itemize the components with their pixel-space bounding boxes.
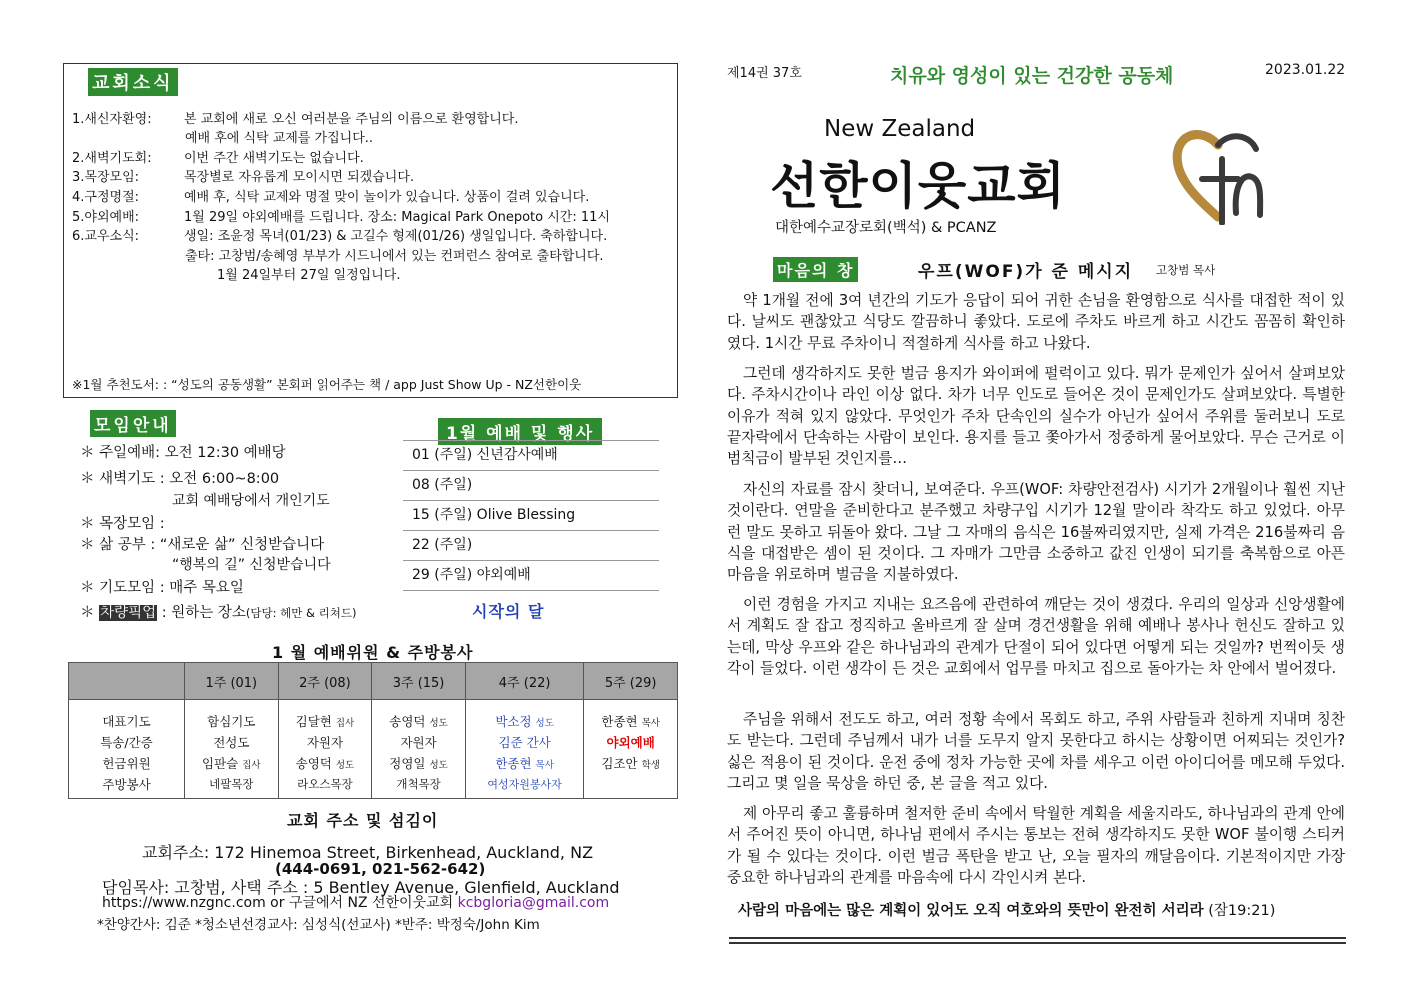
church-website-link[interactable]: https://www.nzgnc.com or 구글에서 NZ 선한이웃교회 [102, 895, 454, 911]
column-title: 우프(WOF)가 준 메시지 [918, 262, 1134, 282]
meeting-row-cell: ＊ 목장모임 : [80, 516, 165, 532]
duty-table [68, 662, 678, 799]
church-logo [1172, 125, 1267, 229]
church-staff: *찬양간사: 김준 *청소년선경교사: 심성식(선교사) *반주: 박정숙/John Kim [97, 917, 540, 933]
recommended-book: ※1월 추천도서: : “성도의 공동생활” 본회퍼 읽어주는 책 / app Just Show Up - NZ선한이웃 [72, 377, 582, 392]
news-item-6-line-2: 출타: 고창범/송혜영 부부가 시드니에서 있는 컨퍼런스 참여로 출타합니다. [185, 249, 604, 264]
duty-row: 헌금위원 임판슬 집사 송영덕 성도 정영일 성도 한종현 목사 김조안 학생 [69, 752, 678, 773]
news-item-6: 6.교우소식: 생일: 조윤정 목녀(01/23) & 고길수 형제(01/26) 생일입니다. 축하합니다. [72, 229, 608, 244]
meeting-row-study-sub: “행복의 길” 신청받습니다 [172, 557, 331, 573]
event-item: 15 (주일) Olive Blessing [403, 500, 659, 530]
duty-title: 1 월 예배위원 & 주방봉사 [272, 643, 474, 662]
meeting-row-dawn-sub: 교회 예배당에서 개인기도 [172, 493, 330, 509]
church-slogan: 치유와 영성이 있는 건강한 공동체 [890, 65, 1174, 87]
footer-double-rule [729, 937, 1346, 944]
heart-cross-logo-icon [1172, 125, 1267, 225]
column-author: 고창범 목사 [1156, 263, 1216, 277]
news-item-5: 5.야외예배: 1월 29일 야외예배를 드립니다. 장소: Magical Park Onepoto 시간: 11시 [72, 210, 610, 225]
church-name: 선한이웃교회 [770, 157, 1066, 215]
church-email-link[interactable]: kcbgloria@gmail.com [457, 895, 610, 911]
column-paragraph: 약 1개월 전에 3여 년간의 기도가 응답이 되어 귀한 손님을 환영함으로 식사를 대접한 적이 있다. 날씨도 괜찮았고 식당도 깔끔하니 좋았다. 도로에 주차도 바르게 하고 시간도 꼼꼼히 확인하였다. 1시간 무료 주차이니 적절하게 식사를 하고 나왔다. [727, 292, 1345, 352]
column-paragraph: 이런 경험을 가지고 지내는 요즈음에 관련하여 깨닫는 것이 생겼다. 우리의 일상과 신앙생활에서 계획도 잘 잡고 정직하고 올바르게 잘 살며 경건생활을 위해 예배나 봉사나 헌신도 잘하고 있는데, 막상 우프와 같은 하나님과의 관계가 단절이 되어 있다면 어떻게 되는 것일까? 번쩍이듯 생각이 들었다. 이런 생각이 든 것은 교회에서 업무를 마치고 집으로 돌아가는 차 안에서 벌어졌다. [727, 596, 1345, 677]
event-item: 22 (주일) [403, 530, 659, 560]
meeting-row-sunday: ＊ 주일예배: 오전 12:30 예배당 [80, 445, 286, 461]
meeting-row-pickup: ＊ 차량픽업 : 원하는 장소(담당: 헤만 & 리쳐드) [80, 605, 357, 621]
meeting-row-study: ＊ 삶 공부 : “새로운 삶” 신청받습니다 [80, 537, 325, 553]
news-item-1-line-2: 예배 후에 식탁 교제를 가집니다.. [185, 131, 374, 146]
column-paragraph: 제 아무리 좋고 훌륭하며 철저한 준비 속에서 탁월한 계획을 세울지라도, 하나님과의 관계 안에서 주어진 뜻이 아니면, 하나님 편에서 주시는 통보는 전혀 생각하지도 못한 WOF 불이행 스티커가 될 수 있다는 것이다. 이런 벌금 폭탄을 받고 난, 오늘 필자의 깨달음이다. 기본적이지만 가장 중요한 하나님과의 관계를 마음속에 다시 각인시켜 본다. [727, 805, 1345, 886]
bible-verse: 사람의 마음에는 많은 계획이 있어도 오직 여호와의 뜻만이 완전히 서리라 (잠19:21) [738, 903, 1276, 919]
event-item: 29 (주일) 야외예배 [403, 560, 659, 591]
volume-number: 제14권 37호 [727, 66, 802, 81]
events-title: 1월 예배 및 행사 [438, 418, 602, 445]
country-title: New Zealand [824, 116, 976, 142]
denomination: 대한예수교장로회(백석) & PCANZ [775, 220, 997, 236]
news-item-2: 2.새벽기도회: 이번 주간 새벽기도는 없습니다. [72, 151, 364, 166]
column-paragraph: 주님을 위해서 전도도 하고, 여러 정황 속에서 목회도 하고, 주위 사람들과 친하게 지내며 칭찬도 받는다. 그런데 주님께서 내가 너를 도무지 알지 못한다고 하시는 상황이면 어찌되는 것인가? 싫은 적용이 된 것이다. 운전 중에 정차 가능한 곳에 차를 세우고 이런 아이디어를 메모해 두었다. 그리고 몇 일을 묵상을 하던 중, 본 글을 적고 있다. [727, 711, 1345, 792]
news-item-6-line-3: 1월 24일부터 27일 일정입니다. [217, 268, 401, 283]
church-web [102, 892, 609, 912]
duty-row: 대표기도 함심기도 김달현 집사 송영덕 성도 박소정 성도 한종현 목사 [69, 700, 678, 732]
address-title: 교회 주소 및 섬김이 [287, 811, 439, 830]
column-paragraph: 자신의 자료를 잠시 찾더니, 보여준다. 우프(WOF: 차량안전검사) 시기가 2개월이나 훨씬 지난 것이란다. 연말을 준비한다고 분주했고 차량구입 시기가 12월 말이라 착각도 하고 있었다. 아무런 말도 못하고 뒤돌아 왔다. 그날 그 자매의 음식은 16불짜리였지만, 실제 가격은 216불짜리 음식을 대접받은 셈이 된 것이다. 그 자매가 그만큼 소중하고 값진 인생이 되기를 축복함으로 아픈 마음을 위로하며 벌금을 지불하였다. [727, 481, 1345, 584]
news-item-3: 3.목장모임: 목장별로 자유롭게 모이시면 되겠습니다. [72, 170, 415, 185]
column-paragraph: 그런데 생각하지도 못한 벌금 용지가 와이퍼에 펄럭이고 있다. 뭐가 문제인가 싶어서 살펴보았다. 주차시간이나 라인 이상 없다. 차가 너무 인도로 들어온 것이 문제인가도 살펴보았다. 특별한 이유가 적혀 있지 않았다. 무엇인가 주차 단속인의 실수가 아닌가 싶어서 주위를 둘러보니 도로 끝자락에서 단속하는 사람이 보인다. 용지를 들고 쫓아가서 정중하게 물어보았다. 무슨 근거로 이 범칙금이 발부된 것인지를… [727, 365, 1345, 468]
column-label: 마음의 창 [773, 257, 858, 282]
event-item: 01 (주일) 신년감사예배 [403, 440, 659, 470]
pastor-address: 담임목사: 고창범, 사택 주소 : 5 Bentley Avenue, Glenfield, Auckland [102, 878, 620, 897]
meetings-title: 모임안내 [90, 410, 176, 437]
news-item-1: 1.새신자환영: 본 교회에 새로 오신 여러분을 주님의 이름으로 환영합니다. [72, 112, 519, 127]
church-news-title: 교회소식 [88, 68, 178, 96]
church-phone: (444-0691, 021-562-642) [275, 860, 486, 878]
meeting-row-dawn: ＊ 새벽기도 : 오전 6:00~8:00 [80, 471, 280, 487]
month-motto: 시작의 달 [472, 602, 545, 621]
news-item-4: 4.구정명절: 예배 후, 식탁 교제와 명절 맞이 놀이가 있습니다. 상품이 걸려 있습니다. [72, 190, 590, 205]
duty-row: 주방봉사 네팔목장 라오스목장 개척목장 여성자원봉사자 [69, 773, 678, 799]
church-address: 교회주소: 172 Hinemoa Street, Birkenhead, Auckland, NZ [142, 843, 594, 862]
duty-row: 특송/간증 전성도 자원자 자원자 김준 간사 야외예배 [69, 731, 678, 752]
duty-header-row: 1주 (01) 2주 (08) 3주 (15) 4주 (22) 5주 (29) [69, 663, 678, 700]
event-item: 08 (주일) [403, 470, 659, 500]
meeting-row-prayer: ＊ 기도모임 : 매주 목요일 [80, 580, 244, 596]
bulletin-date: 2023.01.22 [1265, 62, 1346, 78]
events-list [403, 440, 659, 591]
